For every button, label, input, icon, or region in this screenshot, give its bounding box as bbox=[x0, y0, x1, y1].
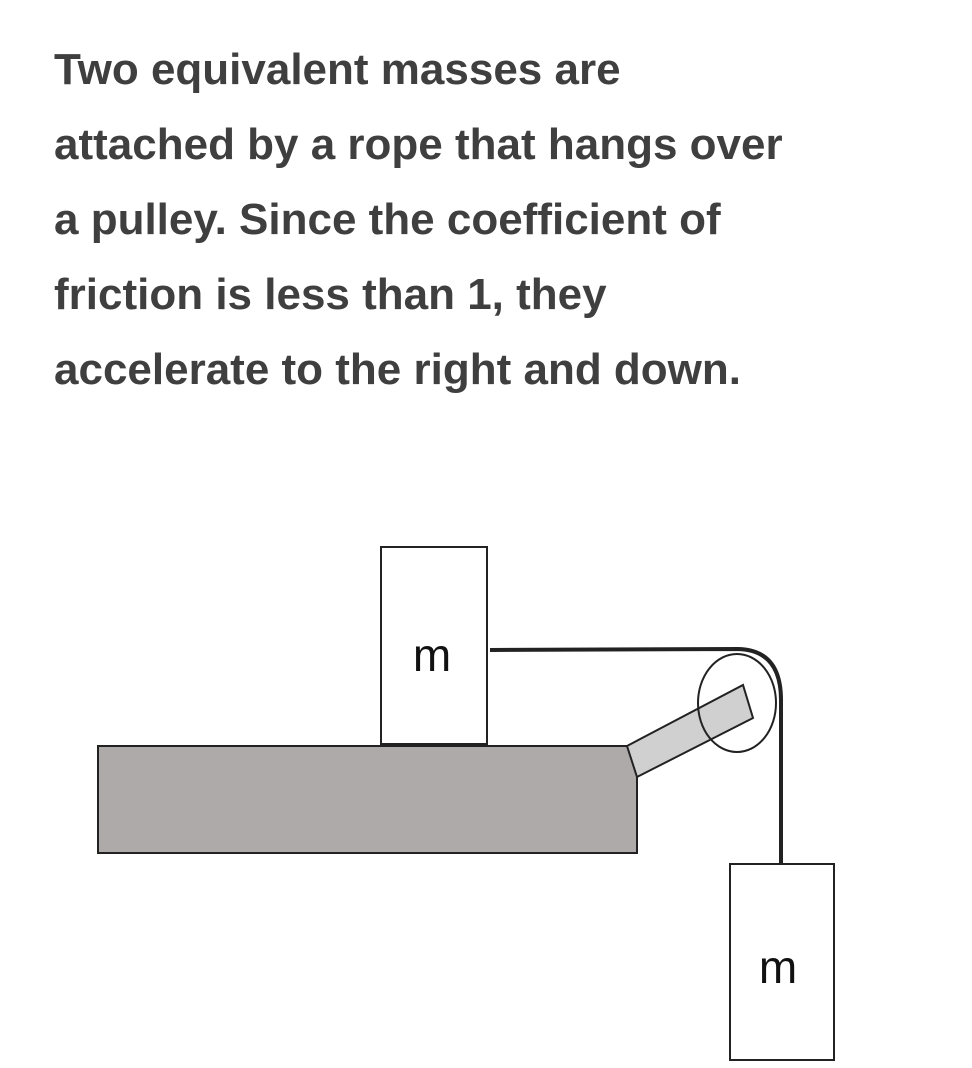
hanging-mass-label: m bbox=[758, 941, 798, 993]
hanging-mass-block bbox=[730, 864, 834, 1060]
table-mass-block bbox=[381, 547, 487, 744]
pulley-bracket bbox=[627, 685, 753, 777]
table-surface bbox=[98, 746, 637, 853]
problem-text: Two equivalent masses are attached by a rope that hangs over a pulley. Since the coefficient of friction is less than 1, they accelerate to the right and down. bbox=[54, 45, 783, 394]
table-mass-label: m bbox=[412, 629, 452, 681]
